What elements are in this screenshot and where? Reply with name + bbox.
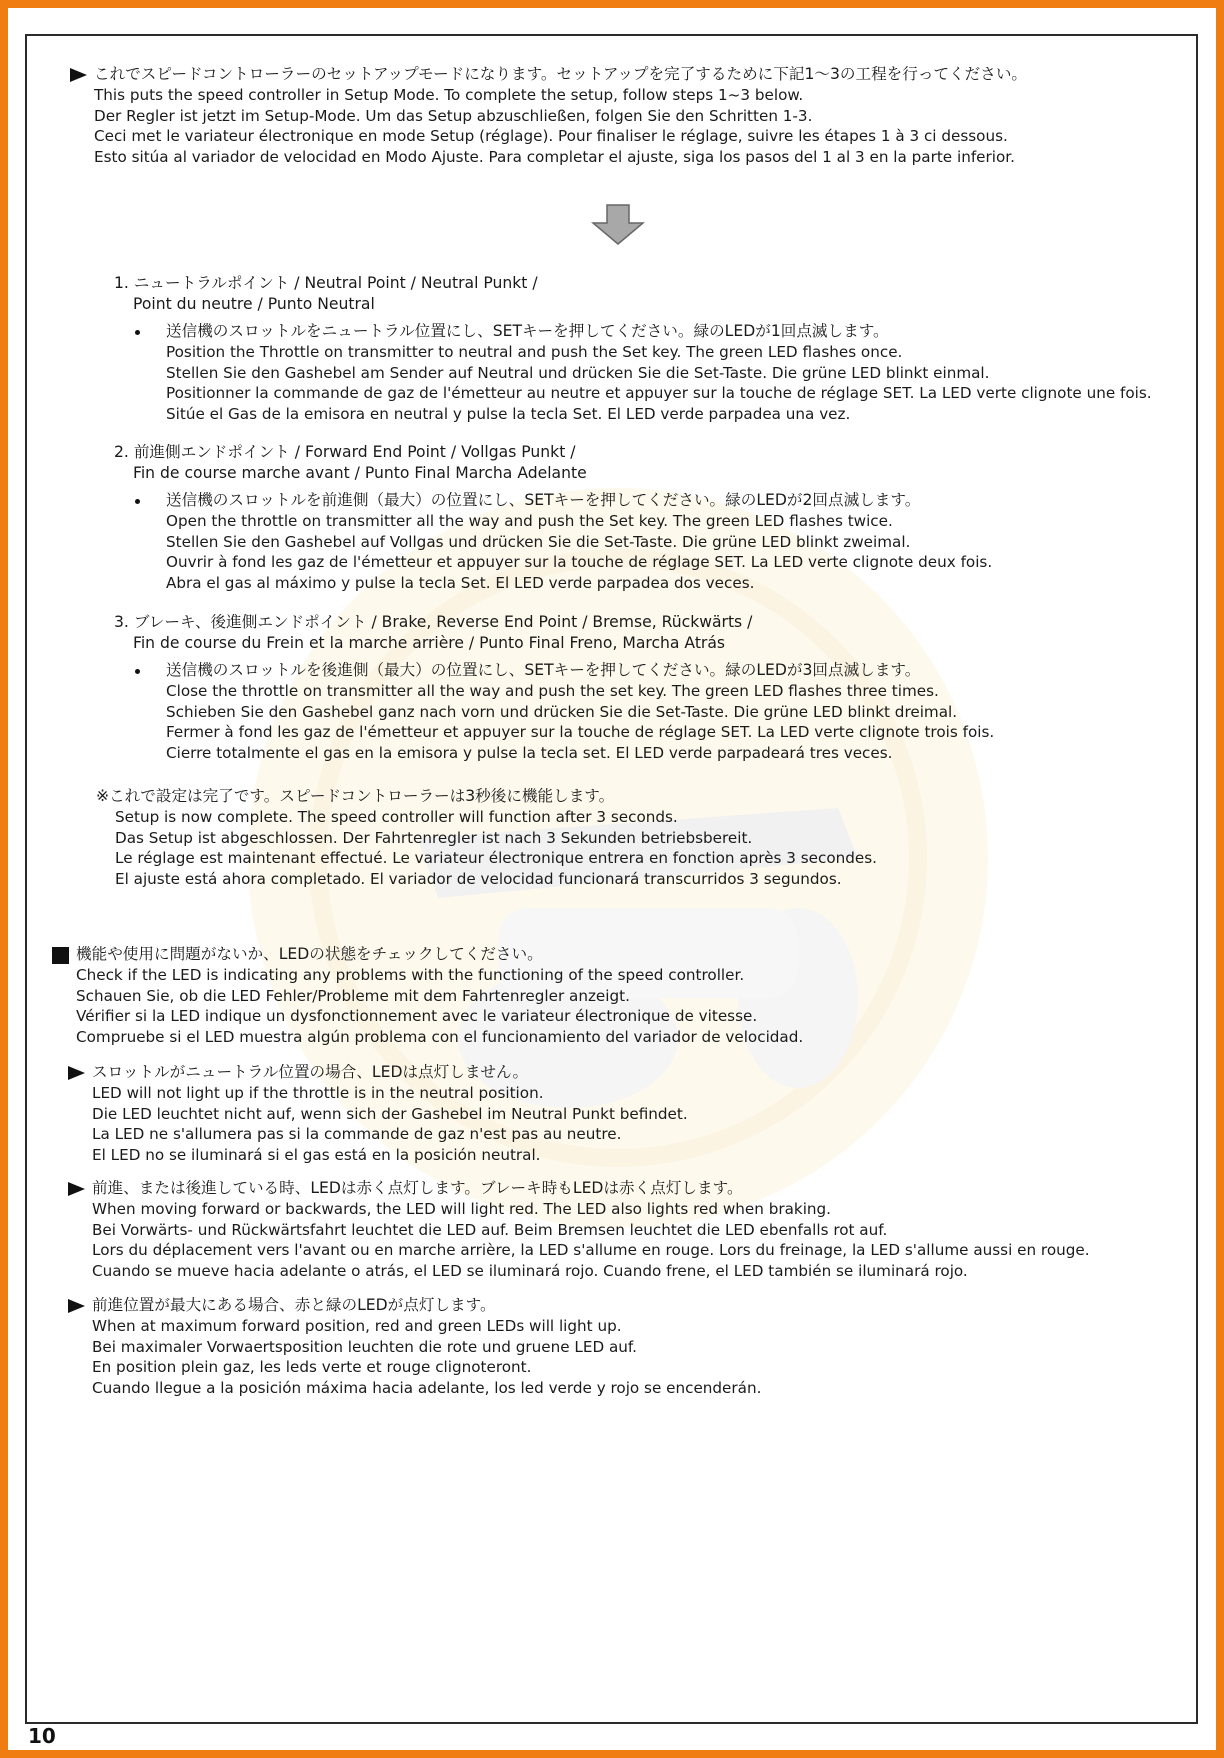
- led-state-de: Die LED leuchtet nicht auf, wenn sich der Gashebel im Neutral Punkt befindet.: [92, 1104, 688, 1123]
- step-line-jp: 送信機のスロットルをニュートラル位置にし、SETキーを押してください。緑のLEDが1回点滅します。: [166, 322, 889, 340]
- led-state-fr: La LED ne s'allumera pas si la commande de gaz n'est pas au neutre.: [92, 1125, 622, 1144]
- led-state-moving: [68, 1178, 1090, 1282]
- triangle-pointer-icon: [68, 1182, 85, 1196]
- step-line-fr: Fermer à fond les gaz de l'émetteur et appuyer sur la touche de réglage SET. La LED verte clignote trois fois.: [166, 723, 995, 742]
- page-number: 10: [28, 1724, 56, 1748]
- step-2: [114, 442, 992, 594]
- check-fr: Vérifier si la LED indique un dysfonctionnement avec le variateur électronique de vitesse.: [76, 1007, 758, 1026]
- step-line-es: Cierre totalmente el gas en la emisora y pulse la tecla set. El LED verde parpadeará tres veces.: [166, 744, 893, 763]
- note-de: Das Setup ist abgeschlossen. Der Fahrtenregler ist nach 3 Sekunden betriebsbereit.: [115, 828, 753, 847]
- check-en: Check if the LED is indicating any problems with the functioning of the speed controller.: [76, 965, 745, 984]
- step-title: 1. ニュートラルポイント / Neutral Point / Neutral Punkt /: [114, 274, 538, 292]
- intro-jp: これでスピードコントローラーのセットアップモードになります。セットアップを完了するために下記1～3の工程を行ってください。: [94, 65, 1028, 83]
- led-state-es: El LED no se iluminará si el gas está en la posición neutral.: [92, 1146, 541, 1165]
- step-line-en: Open the throttle on transmitter all the way and push the Set key. The green LED flashes twice.: [166, 511, 893, 530]
- step-line-es: Sitúe el Gas de la emisora en neutral y pulse la tecla Set. El LED verde parpadea una vez.: [166, 405, 851, 424]
- led-state-jp: 前進位置が最大にある場合、赤と緑のLEDが点灯します。: [92, 1296, 496, 1314]
- intro-es: Esto sitúa al variador de velocidad en Modo Ajuste. Para completar el ajuste, siga los pasos del 1 al 3 en la parte inferior.: [94, 148, 1015, 167]
- led-state-fr: En position plein gaz, les leds verte et rouge clignoteront.: [92, 1358, 532, 1377]
- triangle-pointer-icon: [68, 1066, 85, 1080]
- step-subtitle: Fin de course marche avant / Punto Final Marcha Adelante: [133, 463, 587, 482]
- note-fr: Le réglage est maintenant effectué. Le variateur électronique entrera en fonction après 3 secondes.: [115, 849, 877, 868]
- led-check-section: [52, 944, 803, 1048]
- intro-section: [70, 64, 1027, 168]
- led-state-es: Cuando se mueve hacia adelante o atrás, el LED se iluminará rojo. Cuando frene, el LED también se iluminará rojo.: [92, 1262, 968, 1281]
- bullet-dot-icon: [135, 330, 140, 335]
- check-jp: 機能や使用に問題がないか、LEDの状態をチェックしてください。: [76, 945, 543, 963]
- led-state-max-forward: [68, 1295, 761, 1399]
- step-line-de: Stellen Sie den Gashebel am Sender auf Neutral und drücken Sie die Set-Taste. Die grüne LED blinkt einmal.: [166, 363, 990, 382]
- led-state-jp: スロットルがニュートラル位置の場合、LEDは点灯しません。: [92, 1063, 529, 1081]
- black-square-icon: [52, 947, 69, 964]
- step-line-es: Abra el gas al máximo y pulse la tecla Set. El LED verde parpadea dos veces.: [166, 574, 755, 593]
- step-title: 2. 前進側エンドポイント / Forward End Point / Vollgas Punkt /: [114, 443, 576, 461]
- step-line-jp: 送信機のスロットルを後進側（最大）の位置にし、SETキーを押してください。緑のLEDが3回点滅します。: [166, 661, 921, 679]
- check-de: Schauen Sie, ob die LED Fehler/Probleme mit dem Fahrtenregler anzeigt.: [76, 986, 630, 1005]
- step-3: [114, 612, 994, 764]
- step-line-en: Close the throttle on transmitter all the way and push the set key. The green LED flashes three times.: [166, 681, 939, 700]
- led-state-es: Cuando llegue a la posición máxima hacia adelante, los led verde y rojo se encenderán.: [92, 1379, 762, 1398]
- step-line-jp: 送信機のスロットルを前進側（最大）の位置にし、SETキーを押してください。緑のLEDが2回点滅します。: [166, 491, 921, 509]
- step-subtitle: Point du neutre / Punto Neutral: [133, 294, 375, 313]
- step-1: [114, 273, 1152, 425]
- led-state-de: Bei maximaler Vorwaertsposition leuchten die rote und gruene LED auf.: [92, 1337, 637, 1356]
- led-state-de: Bei Vorwärts- und Rückwärtsfahrt leuchtet die LED auf. Beim Bremsen leuchtet die LED ebenfalls rot auf.: [92, 1220, 888, 1239]
- step-line-de: Schieben Sie den Gashebel ganz nach vorn und drücken Sie die Set-Taste. Die grüne LED blinkt dreimal.: [166, 702, 958, 721]
- intro-en: This puts the speed controller in Setup Mode. To complete the setup, follow steps 1~3 below.: [94, 85, 804, 104]
- bullet-dot-icon: [135, 499, 140, 504]
- intro-de: Der Regler ist jetzt im Setup-Mode. Um das Setup abzuschließen, folgen Sie den Schritten 1-3.: [94, 106, 813, 125]
- step-subtitle: Fin de course du Frein et la marche arrière / Punto Final Freno, Marcha Atrás: [133, 633, 726, 652]
- step-line-fr: Positionner la commande de gaz de l'émetteur au neutre et appuyer sur la touche de réglage SET. La LED verte clignote une fois.: [166, 384, 1152, 403]
- bullet-dot-icon: [135, 669, 140, 674]
- led-state-neutral: [68, 1062, 688, 1166]
- led-state-en: When moving forward or backwards, the LED will light red. The LED also lights red when braking.: [92, 1199, 832, 1218]
- check-es: Compruebe si el LED muestra algún problema con el funcionamiento del variador de velocidad.: [76, 1028, 804, 1047]
- note-es: El ajuste está ahora completado. El variador de velocidad funcionará transcurridos 3 segundos.: [115, 870, 842, 889]
- intro-fr: Ceci met le variateur électronique en mode Setup (réglage). Pour finaliser le réglage, suivre les étapes 1 à 3 ci dessous.: [94, 127, 1008, 146]
- led-state-fr: Lors du déplacement vers l'avant ou en marche arrière, la LED s'allume en rouge. Lors du freinage, la LED s'allume aussi en rouge.: [92, 1241, 1090, 1260]
- led-state-jp: 前進、または後進している時、LEDは赤く点灯します。ブレーキ時もLEDは赤く点灯します。: [92, 1179, 743, 1197]
- step-title: 3. ブレーキ、後進側エンドポイント / Brake, Reverse End Point / Bremse, Rückwärts /: [114, 613, 753, 631]
- led-state-en: When at maximum forward position, red and green LEDs will light up.: [92, 1316, 622, 1335]
- step-line-en: Position the Throttle on transmitter to neutral and push the Set key. The green LED flashes once.: [166, 342, 903, 361]
- note-en: Setup is now complete. The speed controller will function after 3 seconds.: [115, 807, 678, 826]
- down-arrow-icon: [591, 204, 645, 246]
- step-line-fr: Ouvrir à fond les gaz de l'émetteur et appuyer sur la touche de réglage SET. La LED verte clignote deux fois.: [166, 553, 993, 572]
- triangle-pointer-icon: [68, 1299, 85, 1313]
- setup-complete-note: [96, 786, 877, 890]
- led-state-en: LED will not light up if the throttle is in the neutral position.: [92, 1083, 544, 1102]
- triangle-pointer-icon: [70, 68, 87, 82]
- step-line-de: Stellen Sie den Gashebel auf Vollgas und drücken Sie die Set-Taste. Die grüne LED blinkt zweimal.: [166, 532, 911, 551]
- note-jp: ※これで設定は完了です。スピードコントローラーは3秒後に機能します。: [96, 787, 615, 805]
